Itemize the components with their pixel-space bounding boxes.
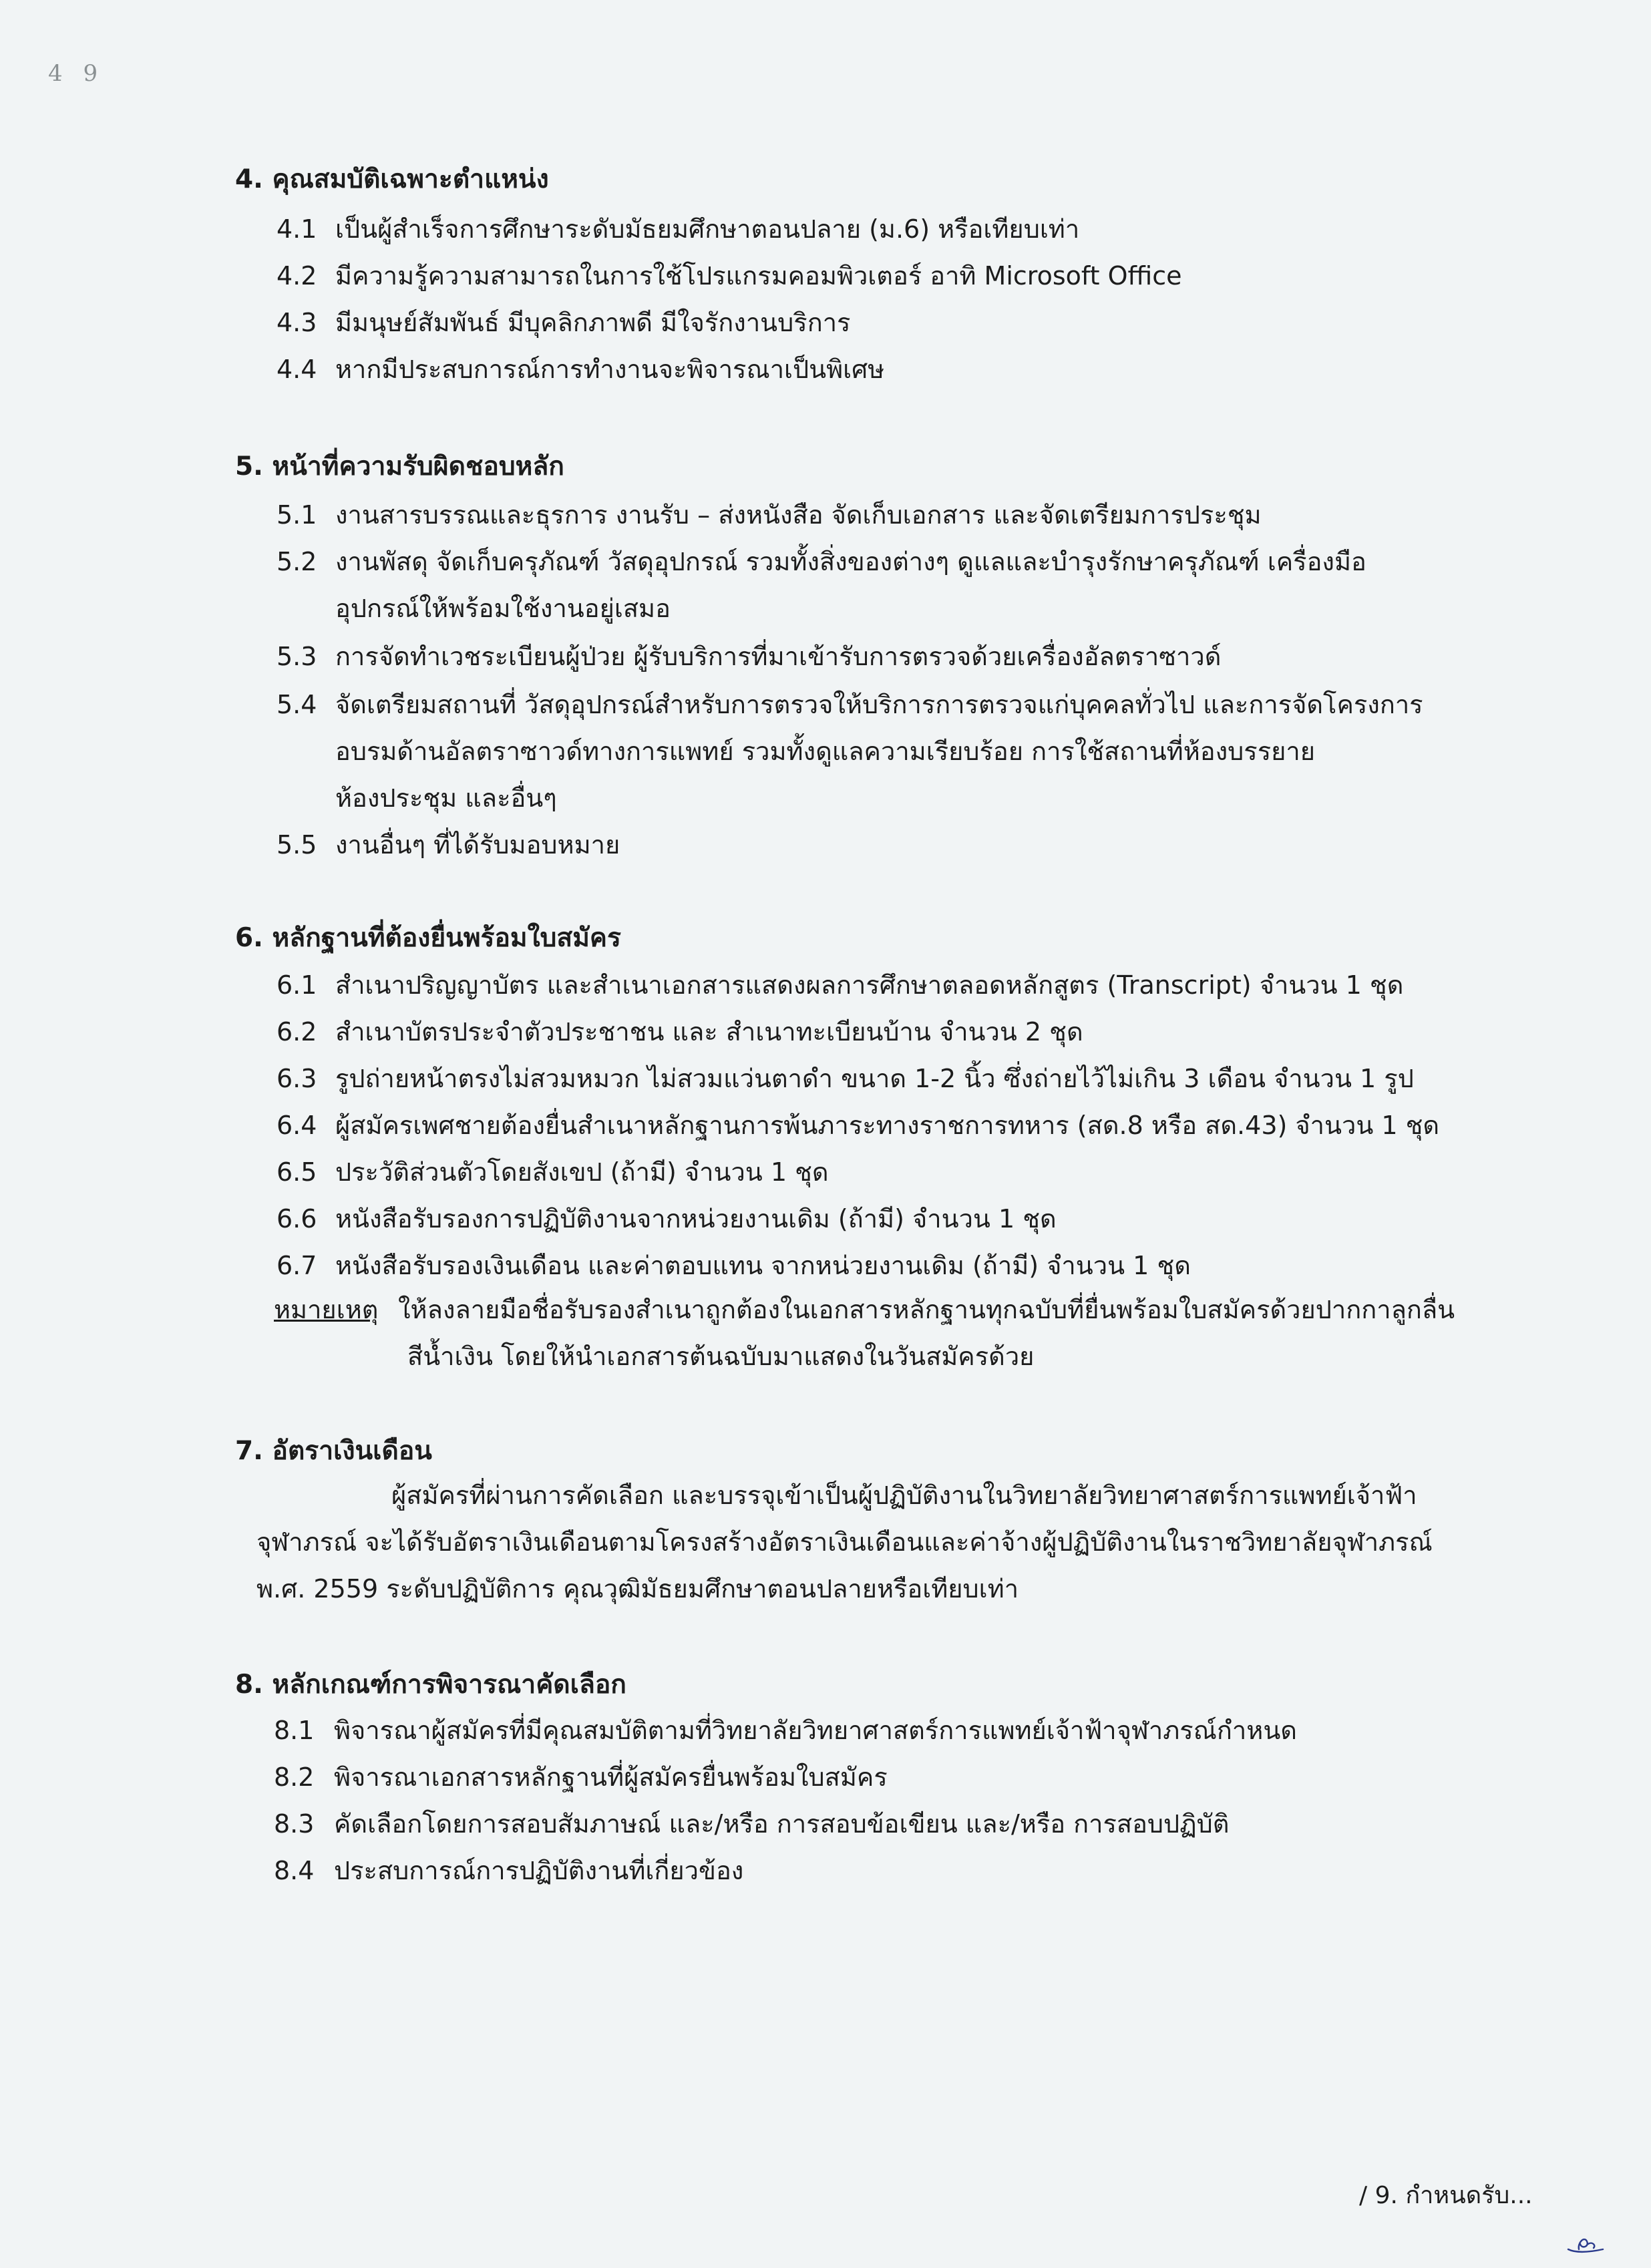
- item-8-3: [274, 1807, 1229, 1841]
- item-number: 5.2: [277, 547, 317, 576]
- item-5-4-continued-1: อบรมด้านอัลตราซาวด์ทางการแพทย์ รวมทั้งดูแลความเรียบร้อย การใช้สถานที่ห้องบรรยาย: [335, 737, 1315, 766]
- item-number: 4.4: [277, 355, 317, 384]
- item-text: หากมีประสบการณ์การทำงานจะพิจารณาเป็นพิเศษ: [335, 355, 885, 384]
- item-8-4: [274, 1854, 743, 1887]
- item-5-4: [277, 688, 1423, 721]
- item-number: 6.3: [277, 1064, 317, 1093]
- item-text: งานสารบรรณและธุรการ งานรับ – ส่งหนังสือ จัดเก็บเอกสาร และจัดเตรียมการประชุม: [335, 500, 1262, 530]
- signature-initial-icon: [1564, 2229, 1607, 2256]
- item-6-6: [277, 1202, 1057, 1236]
- item-text: หนังสือรับรองเงินเดือน และค่าตอบแทน จากหน่วยงานเดิม (ถ้ามี) จำนวน 1 ชุด: [335, 1251, 1191, 1280]
- item-number: 8.2: [274, 1762, 315, 1792]
- handwritten-corner-note: 4 9: [48, 60, 105, 87]
- item-number: 8.4: [274, 1856, 315, 1885]
- section-8-heading: 8. หลักเกณฑ์การพิจารณาคัดเลือก: [235, 1670, 626, 1700]
- item-6-2: [277, 1015, 1083, 1049]
- note-line-1: [274, 1293, 1455, 1326]
- item-text: หนังสือรับรองการปฏิบัติงานจากหน่วยงานเดิม (ถ้ามี) จำนวน 1 ชุด: [335, 1204, 1057, 1234]
- item-number: 6.7: [277, 1251, 317, 1280]
- item-4-3: [277, 306, 850, 339]
- item-number: 5.3: [277, 642, 317, 671]
- item-number: 4.1: [277, 214, 317, 244]
- item-text: พิจารณาผู้สมัครที่มีคุณสมบัติตามที่วิทยาลัยวิทยาศาสตร์การแพทย์เจ้าฟ้าจุฬาภรณ์กำหนด: [334, 1716, 1297, 1745]
- item-text: เป็นผู้สำเร็จการศึกษาระดับมัธยมศึกษาตอนปลาย (ม.6) หรือเทียบเท่า: [335, 214, 1080, 244]
- item-number: 5.5: [277, 830, 317, 860]
- item-8-1: [274, 1714, 1297, 1747]
- item-4-1: [277, 212, 1079, 246]
- item-number: 6.6: [277, 1204, 317, 1234]
- section-7-heading: 7. อัตราเงินเดือน: [235, 1436, 432, 1466]
- item-text: งานอื่นๆ ที่ได้รับมอบหมาย: [335, 830, 620, 860]
- item-text: คัดเลือกโดยการสอบสัมภาษณ์ และ/หรือ การสอบข้อเขียน และ/หรือ การสอบปฏิบัติ: [334, 1809, 1230, 1839]
- item-4-4: [277, 353, 884, 386]
- item-text: จัดเตรียมสถานที่ วัสดุอุปกรณ์สำหรับการตรวจให้บริการการตรวจแก่บุคคลทั่วไป และการจัดโครงการ: [335, 690, 1423, 719]
- item-text: มีมนุษย์สัมพันธ์ มีบุคลิกภาพดี มีใจรักงานบริการ: [335, 308, 851, 337]
- item-5-2: [277, 545, 1366, 578]
- item-number: 6.5: [277, 1157, 317, 1187]
- salary-paragraph-line-3: พ.ศ. 2559 ระดับปฏิบัติการ คุณวุฒิมัธยมศึกษาตอนปลายหรือเทียบเท่า: [256, 1574, 1019, 1603]
- item-number: 5.4: [277, 690, 317, 719]
- item-text: รูปถ่ายหน้าตรงไม่สวมหมวก ไม่สวมแว่นตาดำ ขนาด 1-2 นิ้ว ซึ่งถ่ายไว้ไม่เกิน 3 เดือน จำนวน 1 รูป: [335, 1064, 1414, 1093]
- note-label: หมายเหตุ: [274, 1295, 379, 1324]
- section-5-heading: 5. หน้าที่ความรับผิดชอบหลัก: [235, 451, 564, 482]
- item-5-3: [277, 640, 1221, 673]
- item-6-4: [277, 1109, 1439, 1142]
- salary-paragraph-line-1: ผู้สมัครที่ผ่านการคัดเลือก และบรรจุเข้าเป็นผู้ปฏิบัติงานในวิทยาลัยวิทยาศาสตร์การแพทย์เจ้าฟ้า: [391, 1481, 1417, 1510]
- item-text: การจัดทำเวชระเบียนผู้ป่วย ผู้รับบริการที่มาเข้ารับการตรวจด้วยเครื่องอัลตราซาวด์: [335, 642, 1222, 671]
- item-number: 8.1: [274, 1716, 315, 1745]
- item-number: 4.2: [277, 261, 317, 291]
- continuation-note: / 9. กำหนดรับ...: [1359, 2182, 1533, 2209]
- item-6-1: [277, 968, 1403, 1002]
- item-text: ประวัติส่วนตัวโดยสังเขป (ถ้ามี) จำนวน 1 ชุด: [335, 1157, 829, 1187]
- item-4-2: [277, 259, 1182, 293]
- item-6-3: [277, 1062, 1414, 1095]
- item-text: ประสบการณ์การปฏิบัติงานที่เกี่ยวข้อง: [334, 1856, 744, 1885]
- item-number: 6.1: [277, 970, 317, 1000]
- item-6-7: [277, 1249, 1191, 1282]
- item-text: สำเนาบัตรประจำตัวประชาชน และ สำเนาทะเบียนบ้าน จำนวน 2 ชุด: [335, 1017, 1083, 1047]
- item-5-4-continued-2: ห้องประชุม และอื่นๆ: [335, 783, 557, 813]
- item-5-1: [277, 498, 1262, 532]
- note-text: ให้ลงลายมือชื่อรับรองสำเนาถูกต้องในเอกสารหลักฐานทุกฉบับที่ยื่นพร้อมใบสมัครด้วยปากกาลูกลื่น: [398, 1295, 1455, 1324]
- item-text: มีความรู้ความสามารถในการใช้โปรแกรมคอมพิวเตอร์ อาทิ Microsoft Office: [335, 261, 1182, 291]
- item-5-2-continued: อุปกรณ์ให้พร้อมใช้งานอยู่เสมอ: [335, 594, 671, 623]
- item-text: งานพัสดุ จัดเก็บครุภัณฑ์ วัสดุอุปกรณ์ รวมทั้งสิ่งของต่างๆ ดูแลและบำรุงรักษาครุภัณฑ์ เครื่องมือ: [335, 547, 1366, 576]
- item-number: 6.2: [277, 1017, 317, 1047]
- item-5-5: [277, 828, 620, 862]
- note-line-2: สีน้ำเงิน โดยให้นำเอกสารต้นฉบับมาแสดงในวันสมัครด้วย: [407, 1342, 1035, 1371]
- item-6-5: [277, 1155, 829, 1189]
- section-6-heading: 6. หลักฐานที่ต้องยื่นพร้อมใบสมัคร: [235, 923, 621, 953]
- item-8-2: [274, 1760, 888, 1794]
- section-4-heading: 4. คุณสมบัติเฉพาะตำแหน่ง: [235, 164, 549, 194]
- item-text: พิจารณาเอกสารหลักฐานที่ผู้สมัครยื่นพร้อมใบสมัคร: [334, 1762, 888, 1792]
- item-text: สำเนาปริญญาบัตร และสำเนาเอกสารแสดงผลการศึกษาตลอดหลักสูตร (Transcript) จำนวน 1 ชุด: [335, 970, 1404, 1000]
- item-number: 4.3: [277, 308, 317, 337]
- item-number: 8.3: [274, 1809, 315, 1839]
- item-number: 5.1: [277, 500, 317, 530]
- salary-paragraph-line-2: จุฬาภรณ์ จะได้รับอัตราเงินเดือนตามโครงสร้างอัตราเงินเดือนและค่าจ้างผู้ปฏิบัติงานในราชวิทยาลัยจุฬาภรณ์: [256, 1527, 1433, 1557]
- item-number: 6.4: [277, 1111, 317, 1140]
- item-text: ผู้สมัครเพศชายต้องยื่นสำเนาหลักฐานการพ้นภาระทางราชการทหาร (สด.8 หรือ สด.43) จำนวน 1 ชุด: [335, 1111, 1440, 1140]
